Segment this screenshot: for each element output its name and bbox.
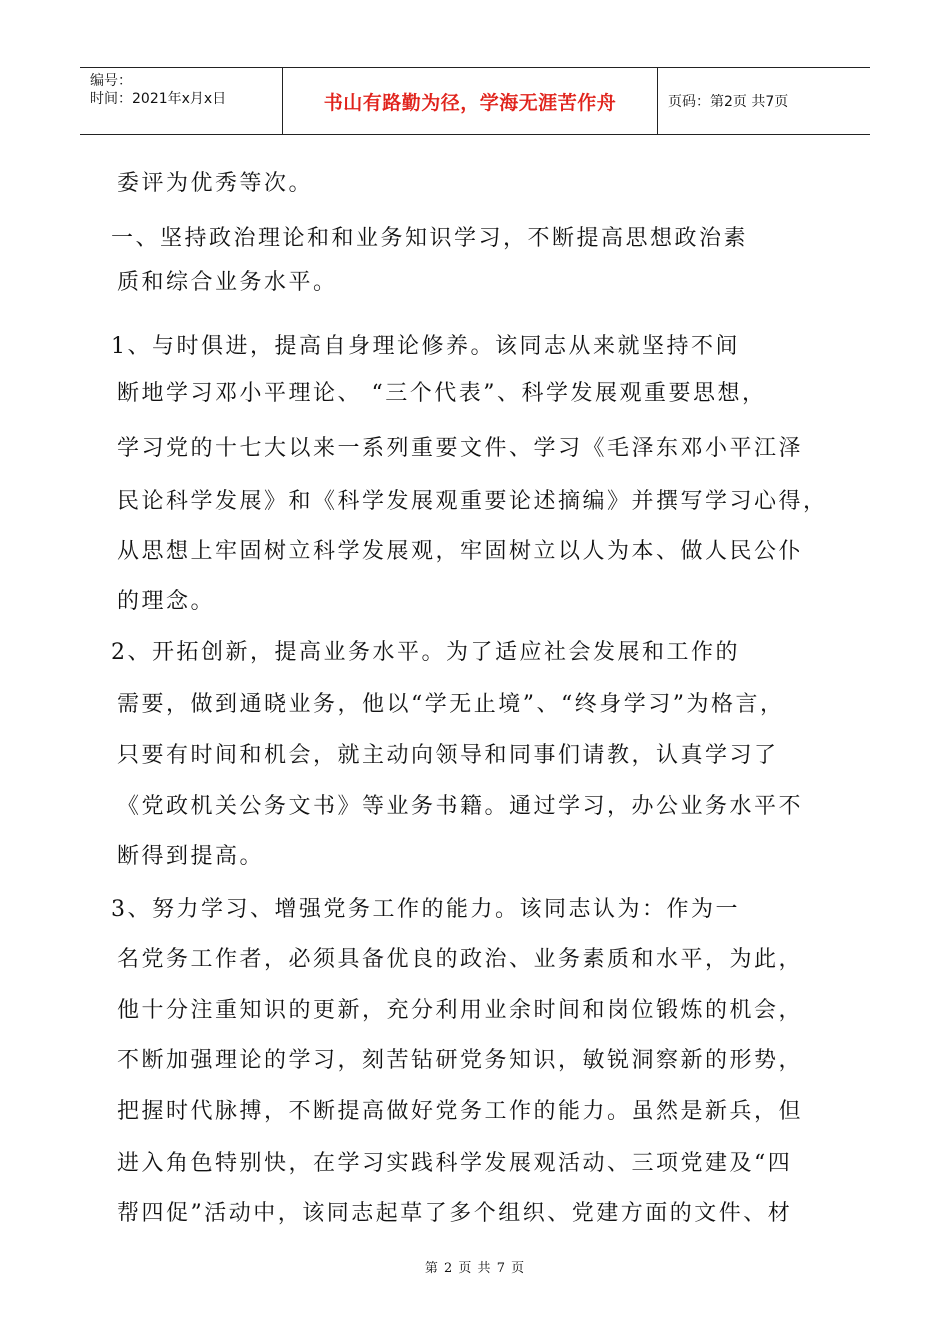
body-line: 断得到提高。 bbox=[117, 844, 265, 869]
body-line: 的理念。 bbox=[117, 589, 216, 614]
body-line: 只要有时间和机会，就主动向领导和同事们请教，认真学习了 bbox=[117, 743, 779, 768]
time-label: 时间：2021年x月x日 bbox=[90, 91, 227, 107]
body-line: 1、与时俱进，提高自身理论修养。该同志从来就坚持不间 bbox=[111, 334, 740, 359]
body-line: 《党政机关公务文书》等业务书籍。通过学习，办公业务水平不 bbox=[117, 794, 804, 819]
page-footer: 第 2 页 共 7 页 bbox=[424, 1261, 526, 1276]
header-page-label: 页码：第2页 共7页 bbox=[668, 94, 789, 110]
header-motto: 书山有路勤为径，学海无涯苦作舟 bbox=[283, 68, 658, 134]
body-line: 学习党的十七大以来一系列重要文件、学习《毛泽东邓小平江泽 bbox=[117, 436, 804, 461]
body-line: 委评为优秀等次。 bbox=[117, 171, 314, 196]
body-line: 把握时代脉搏，不断提高做好党务工作的能力。虽然是新兵，但 bbox=[117, 1099, 804, 1124]
body-line: 名党务工作者，必须具备优良的政治、业务素质和水平，为此， bbox=[117, 947, 804, 972]
body-line: 一、坚持政治理论和和业务知识学习，不断提高思想政治素 bbox=[111, 226, 749, 251]
body-line: 质和综合业务水平。 bbox=[117, 270, 338, 295]
header-meta bbox=[80, 68, 283, 134]
page-header bbox=[80, 67, 870, 135]
number-label: 编号： bbox=[90, 73, 132, 89]
body-line: 2、开拓创新，提高业务水平。为了适应社会发展和工作的 bbox=[111, 640, 740, 665]
body-line: 进入角色特别快，在学习实践科学发展观活动、三项党建及“四 bbox=[117, 1151, 793, 1176]
body-line: 3、努力学习、增强党务工作的能力。该同志认为：作为一 bbox=[111, 897, 740, 922]
body-line: 需要，做到通晓业务，他以“学无止境”、“终身学习”为格言， bbox=[117, 692, 785, 717]
body-line: 民论科学发展》和《科学发展观重要论述摘编》并撰写学习心得， bbox=[117, 489, 828, 514]
body-line: 不断加强理论的学习，刻苦钻研党务知识，敏锐洞察新的形势， bbox=[117, 1048, 804, 1073]
body-line: 断地学习邓小平理论、 “三个代表”、科学发展观重要思想， bbox=[117, 381, 767, 406]
body-line: 帮四促”活动中，该同志起草了多个组织、党建方面的文件、材 bbox=[117, 1201, 793, 1226]
body-line: 他十分注重知识的更新，充分利用业余时间和岗位锻炼的机会， bbox=[117, 998, 804, 1023]
body-line: 从思想上牢固树立科学发展观，牢固树立以人为本、做人民公仆 bbox=[117, 539, 804, 564]
